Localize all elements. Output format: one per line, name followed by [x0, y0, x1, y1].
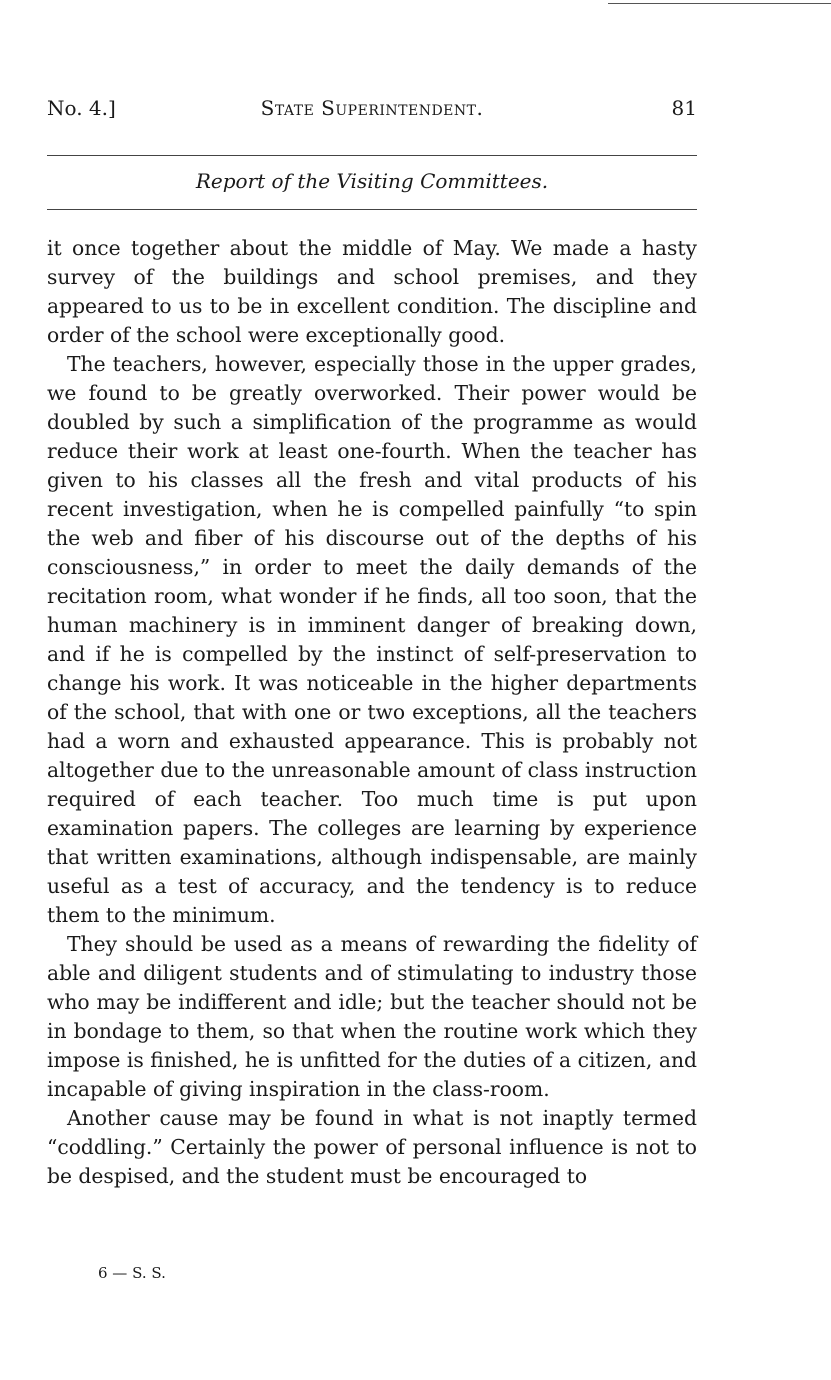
- document-number: No. 4.]: [47, 96, 116, 120]
- top-edge-rule: [608, 3, 831, 4]
- section-title: Report of the Visiting Committees.: [195, 169, 549, 193]
- page-number: 81: [671, 96, 697, 120]
- header-rule-bottom: [47, 209, 697, 210]
- body-text: [47, 234, 697, 1191]
- header-rule-top: [47, 155, 697, 156]
- paragraph: The teachers, however, especially those in the upper grades, we found to be greatly overworked. Their power would be doubled by such a simplification of the programme as would reduce their work at least one-fourth. When the teacher has given to his classes all the fresh and vital products of his recent investigation, when he is compelled painfully “to spin the web and fiber of his discourse out of the depths of his consciousness,” in order to meet the daily demands of the recitation room, what wonder if he finds, all too soon, that the human machinery is in imminent danger of breaking down, and if he is compelled by the instinct of self-preservation to change his work. It was noticeable in the higher departments of the school, that with one or two exceptions, all the teachers had a worn and exhausted appearance. This is probably not altogether due to the unreasonable amount of class instruction required of each teacher. Too much time is put upon examination papers. The colleges are learning by experience that written examinations, although indispensable, are mainly useful as a test of accuracy, and the tendency is to reduce them to the minimum.: [47, 352, 697, 927]
- running-title: State Superintendent.: [260, 96, 484, 120]
- paragraph: They should be used as a means of rewarding the fidelity of able and diligent students and of stimulating to industry those who may be indifferent and idle; but the teacher should not be in bondage to them, so that when the routine work which they impose is finished, he is unfitted for the duties of a citizen, and incapable of giving inspiration in the class-room.: [47, 932, 697, 1101]
- signature-mark: 6 — S. S.: [98, 1264, 166, 1282]
- paragraph: Another cause may be found in what is not inaptly termed “coddling.” Certainly the power of personal influence is not to be despised, and the student must be encouraged to: [47, 1106, 697, 1188]
- running-header: [47, 96, 697, 126]
- paragraph: it once together about the middle of May. We made a hasty survey of the buildings and school premises, and they appeared to us to be in excellent condition. The discipline and order of the school were exceptionally good.: [47, 236, 697, 347]
